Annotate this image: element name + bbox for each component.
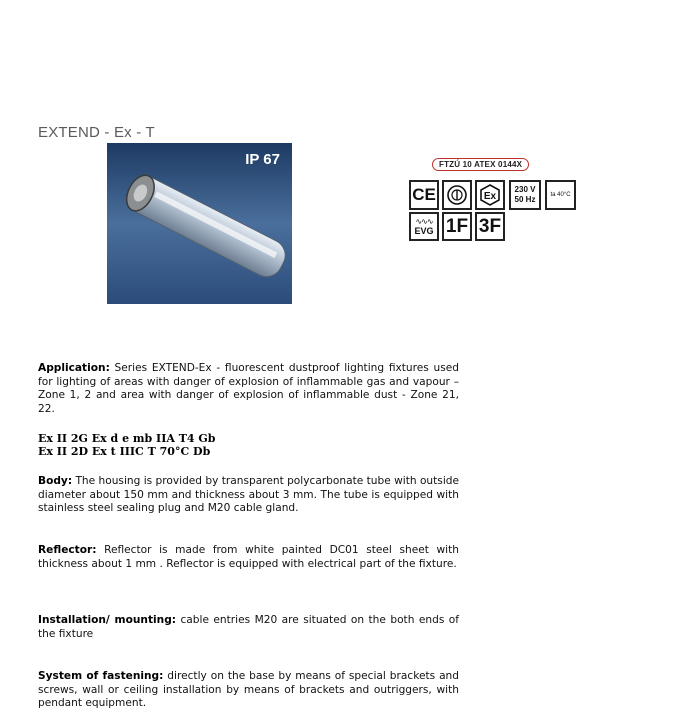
ce-text: CE <box>412 185 436 204</box>
mounting-3f-text: 3F <box>478 215 502 237</box>
voltage-rating-badge <box>509 180 541 210</box>
application-text: Series EXTEND-Ex - fluorescent dustproof lighting fixtures used for lighting of areas with danger of explosion of inflammable gas and vapour – Zone 1, 2 and area with danger of explosion of inflammable dust - Zone 21, 22. <box>38 362 459 415</box>
evg-text: EVG <box>414 225 434 236</box>
product-photo <box>107 143 292 304</box>
ce-mark-icon <box>409 180 439 210</box>
mounting-1f-badge <box>442 212 472 241</box>
safety-symbol-icon <box>446 184 468 206</box>
svg-text:Ex: Ex <box>483 191 497 202</box>
atex-certificate-label: FTZÚ 10 ATEX 0144X <box>432 158 529 171</box>
evg-ballast-badge <box>409 212 439 241</box>
ex-marking-codes <box>38 432 215 458</box>
product-title: EXTEND - Ex - T <box>38 124 155 141</box>
ex-mark-icon <box>475 180 505 210</box>
wave-icon: ∿∿∿ <box>415 216 433 226</box>
frequency-value: 50 Hz <box>514 195 536 204</box>
application-label: Application: <box>38 362 110 374</box>
installation-paragraph <box>38 614 459 641</box>
fastening-label: System of fastening: <box>38 670 164 682</box>
installation-label: Installation/ mounting: <box>38 614 177 626</box>
body-paragraph <box>38 475 459 516</box>
electrical-safety-icon <box>442 180 472 210</box>
reflector-paragraph <box>38 544 459 571</box>
ex-code-dust: Ex II 2D Ex t IIIC T 70°C Db <box>38 445 211 458</box>
fastening-paragraph <box>38 670 459 711</box>
ip-rating-label: IP 67 <box>245 151 280 168</box>
ex-code-gas: Ex II 2G Ex d e mb IIA T4 Gb <box>38 432 216 445</box>
mounting-1f-text: 1F <box>445 215 469 237</box>
body-label: Body: <box>38 475 73 487</box>
body-text: The housing is provided by transparent polycarbonate tube with outside diameter about 150 mm and thickness about 3 mm. The tube is equipped with stainless steel sealing plug and M20 cable gland. <box>38 475 460 514</box>
ambient-temperature-value: ta 40°C <box>550 192 571 198</box>
application-paragraph <box>38 362 459 416</box>
mounting-3f-badge <box>475 212 505 241</box>
reflector-text: Reflector is made from white painted DC01 steel sheet with thickness about 1 mm . Reflector is equipped with electrical part of the fixture. <box>38 544 459 570</box>
ambient-temperature-badge <box>545 180 576 210</box>
ex-hexagon-icon <box>478 183 502 207</box>
voltage-value: 230 V <box>514 185 536 194</box>
fastening-text: directly on the base by means of special brackets and screws, wall or ceiling installation by means of brackets and outriggers, with pendant equipment. <box>38 670 460 709</box>
reflector-label: Reflector: <box>38 544 97 556</box>
installation-text: cable entries M20 are situated on the both ends of the fixture <box>38 614 459 640</box>
